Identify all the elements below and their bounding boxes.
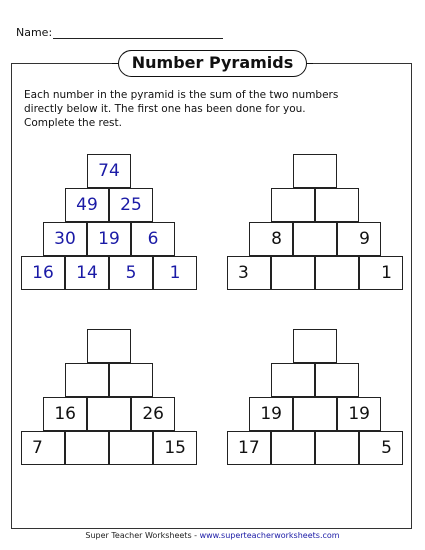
page-title: Number Pyramids [118, 50, 307, 77]
footer-url-link[interactable]: www.superteacherworksheets.com [199, 531, 340, 540]
instruction-line: directly below it. The first one has been done for you. [24, 103, 306, 115]
pyramid-cell-blank[interactable] [293, 222, 337, 256]
pyramid-cell: 8 [249, 222, 293, 256]
pyramid-cell-blank[interactable] [293, 329, 337, 363]
pyramid-cell-blank[interactable] [271, 256, 315, 290]
pyramid-cell: 16 [43, 397, 87, 431]
footer-separator: - [191, 531, 200, 540]
pyramid-cell: 9 [337, 222, 381, 256]
pyramid-cell-blank[interactable] [109, 363, 153, 397]
pyramid-cell: 19 [249, 397, 293, 431]
pyramid-cell-blank[interactable] [65, 363, 109, 397]
title-tick-right [307, 63, 313, 64]
pyramid-cell-blank[interactable] [87, 397, 131, 431]
pyramid-cell: 25 [109, 188, 153, 222]
instructions [24, 88, 364, 130]
pyramid-cell: 1 [153, 256, 197, 290]
pyramid-cell: 5 [109, 256, 153, 290]
pyramid-cell: 5 [359, 431, 403, 465]
pyramid-cell-blank[interactable] [315, 431, 359, 465]
pyramid-cell-blank[interactable] [65, 431, 109, 465]
name-line[interactable] [53, 38, 223, 39]
pyramid-cell-blank[interactable] [293, 397, 337, 431]
pyramid-cell: 19 [87, 222, 131, 256]
pyramid-cell: 16 [21, 256, 65, 290]
pyramid-cell-blank[interactable] [271, 431, 315, 465]
pyramid-cell: 17 [227, 431, 271, 465]
pyramid-cell-blank[interactable] [271, 363, 315, 397]
pyramid-cell-blank[interactable] [315, 363, 359, 397]
pyramid-cell: 26 [131, 397, 175, 431]
name-label: Name: [16, 26, 53, 39]
pyramid-cell-blank[interactable] [271, 188, 315, 222]
pyramid-cell: 49 [65, 188, 109, 222]
instruction-line: Complete the rest. [24, 117, 122, 129]
instruction-line: Each number in the pyramid is the sum of the two numbers [24, 89, 339, 101]
pyramid-cell: 1 [359, 256, 403, 290]
pyramid-cell: 7 [21, 431, 65, 465]
pyramid-cell: 6 [131, 222, 175, 256]
pyramid-cell: 3 [227, 256, 271, 290]
pyramid-cell: 30 [43, 222, 87, 256]
pyramid-cell: 15 [153, 431, 197, 465]
pyramid-cell-blank[interactable] [293, 154, 337, 188]
pyramid-cell-blank[interactable] [87, 329, 131, 363]
footer-brand: Super Teacher Worksheets [85, 531, 192, 540]
pyramid-cell-blank[interactable] [315, 256, 359, 290]
pyramid-cell: 14 [65, 256, 109, 290]
footer [0, 531, 425, 540]
pyramid-cell-blank[interactable] [315, 188, 359, 222]
pyramid-cell-blank[interactable] [109, 431, 153, 465]
pyramid-cell: 74 [87, 154, 131, 188]
pyramid-cell: 19 [337, 397, 381, 431]
